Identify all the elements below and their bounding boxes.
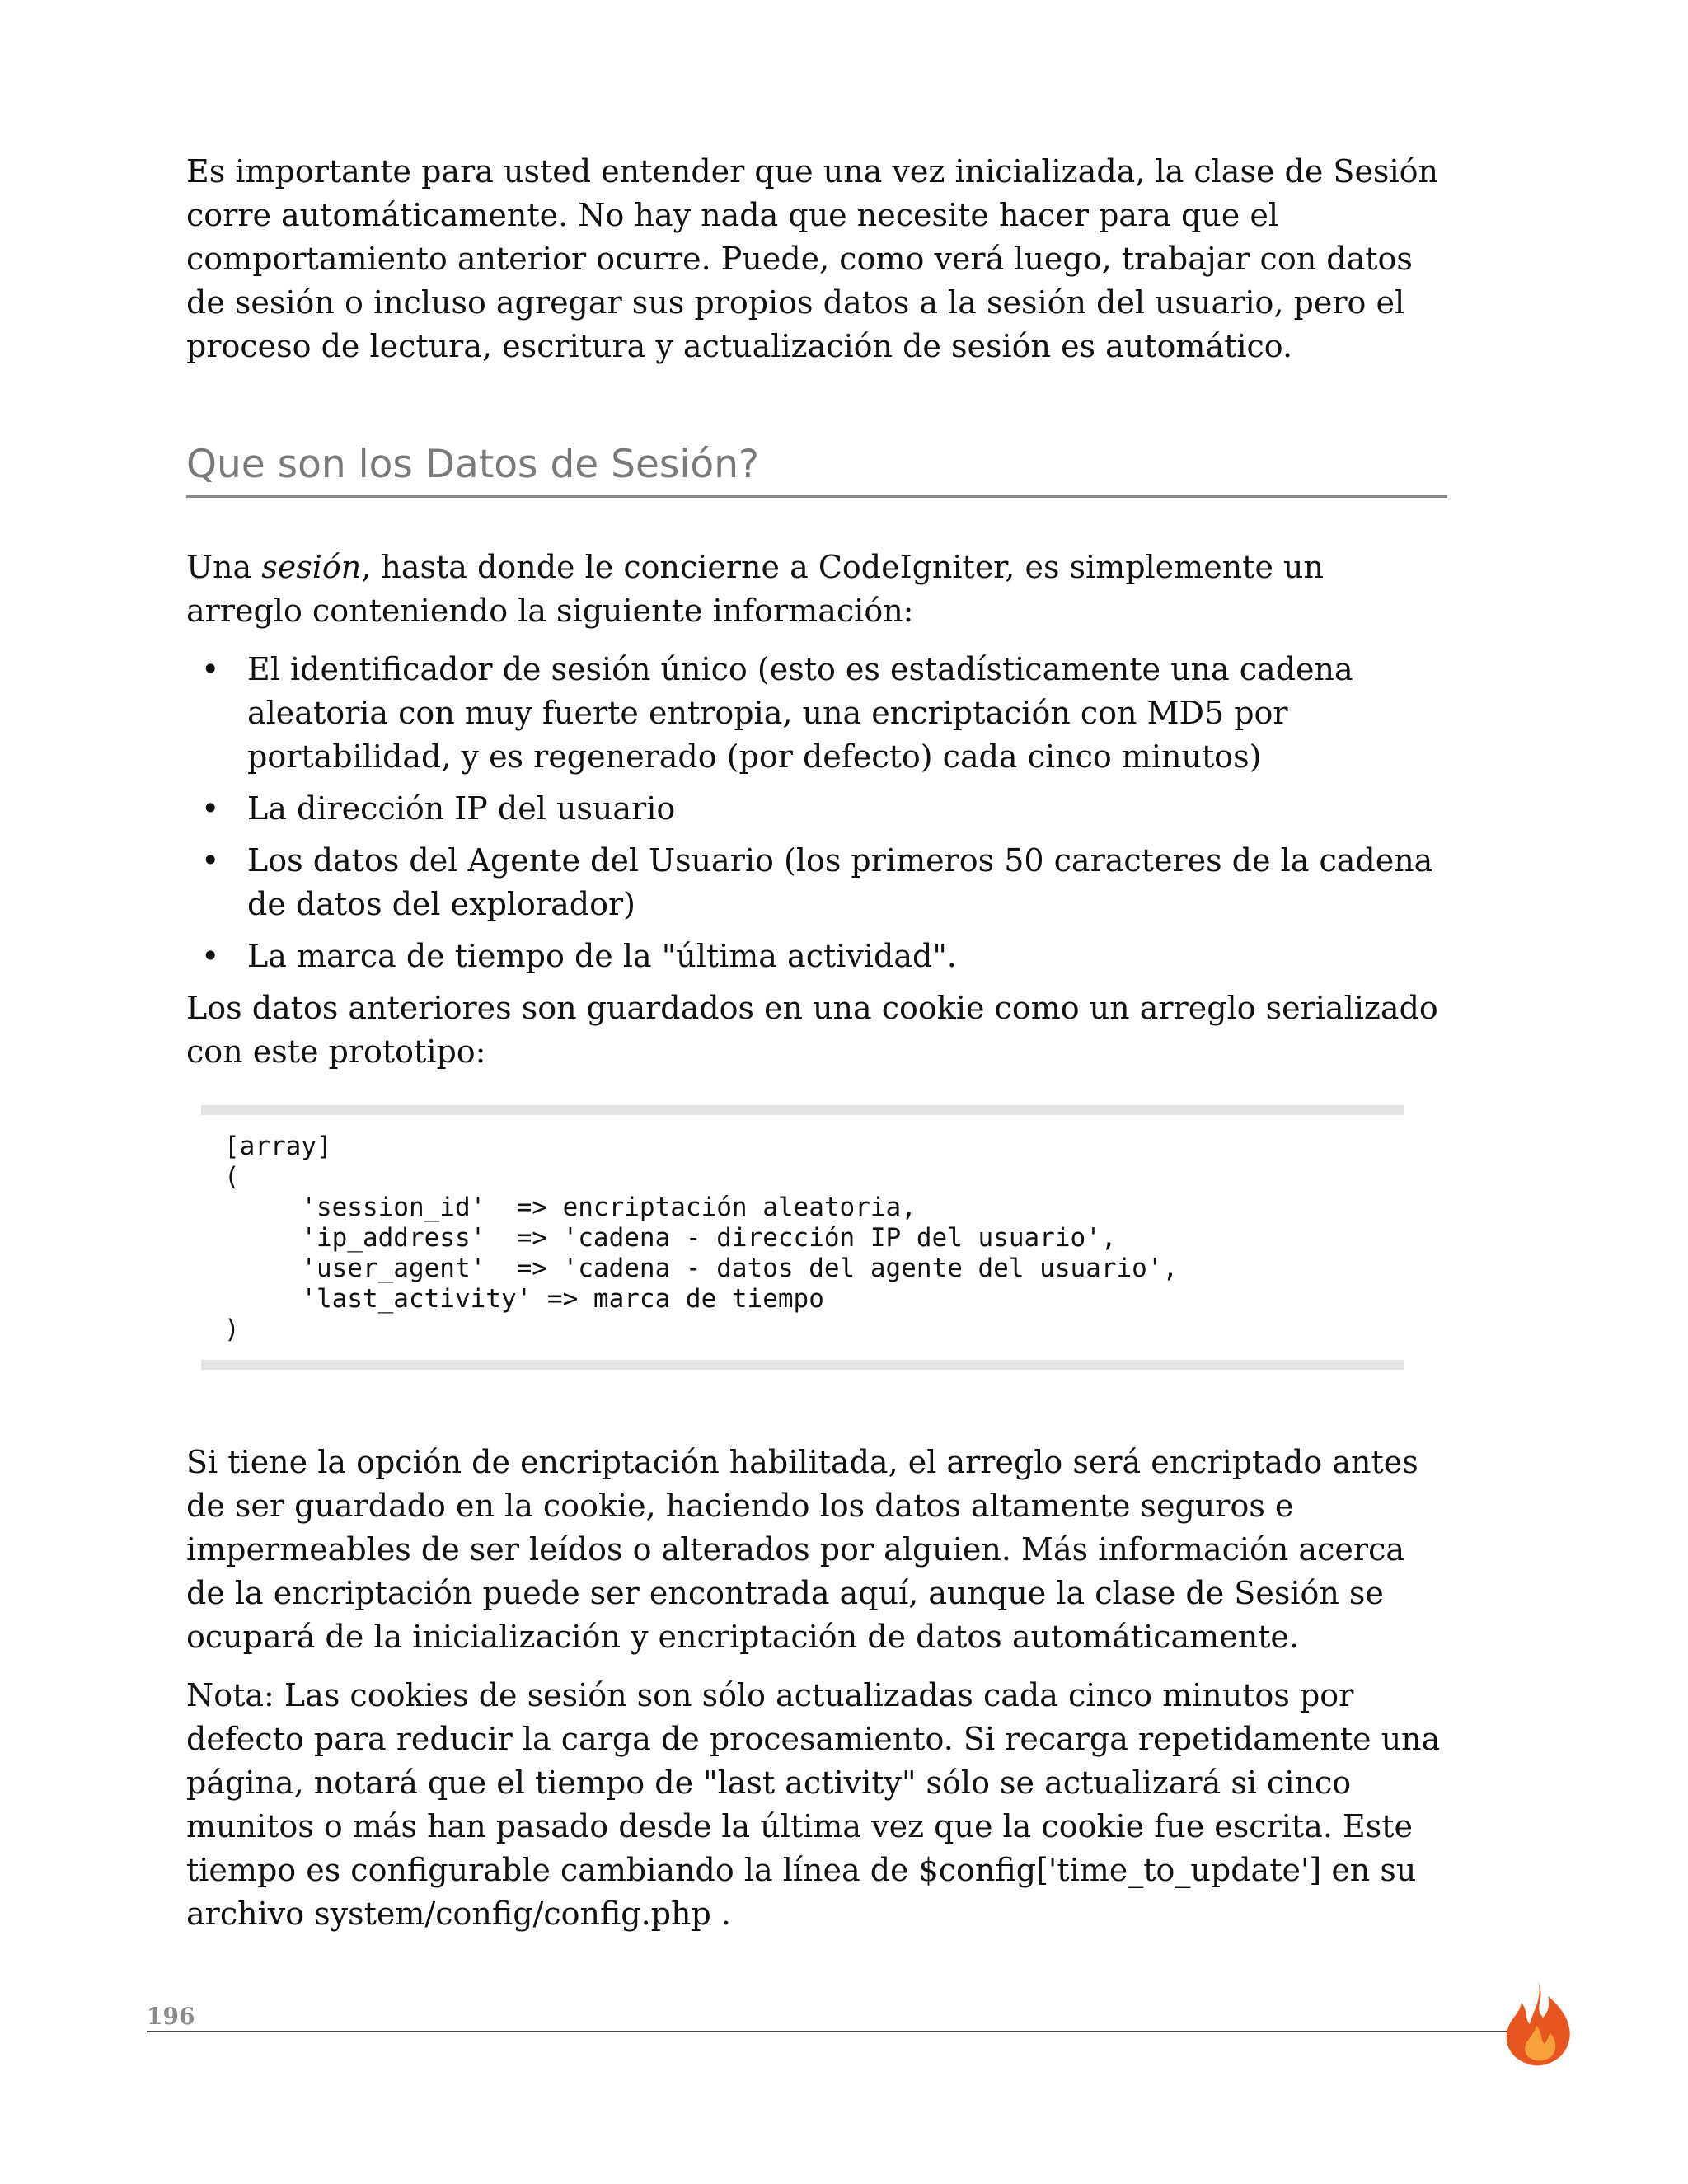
code-line: 'ip_address' => 'cadena - dirección IP del usuario', <box>224 1223 1117 1253</box>
definition-post: , hasta donde le concierne a CodeIgniter, es simplemente un arreglo conteniendo la siguiente información: <box>186 549 1324 629</box>
codeigniter-flame-icon <box>1500 1978 1576 2069</box>
bullet-icon: • <box>201 842 220 879</box>
list-item <box>186 648 1447 779</box>
list-item-text: El identificador de sesión único (esto es estadísticamente una cadena aleatoria con muy fuerte entropia, una encriptación con MD5 por portabilidad, y es regenerado (por defecto) cada cinco minutos) <box>247 651 1353 775</box>
footer-rule <box>147 2031 1507 2032</box>
note-paragraph: Nota: Las cookies de sesión son sólo actualizadas cada cinco minutos por defecto para reducir la carga de procesamiento. Si recarga repetidamente una página, notará que el tiempo de "last activity" sólo se actualizará si cinco munitos o más han pasado desde la última vez que la cookie fue escrita. Este tiempo es configurable cambiando la línea de $config['time_to_update'] en su archivo system/config/config.php . <box>186 1677 1441 1932</box>
bullet-icon: • <box>201 938 220 974</box>
page-number: 196 <box>147 2003 195 2030</box>
code-line: ( <box>224 1162 240 1192</box>
encryption-paragraph: Si tiene la opción de encriptación habilitada, el arreglo será encriptado antes de ser guardado en la cookie, haciendo los datos altamente seguros e impermeables de ser leídos o alterados por alguien. Más información acerca de la encriptación puede ser encontrada aquí, aunque la clase de Sesión se ocupará de la inicialización y encriptación de datos automáticamente. <box>186 1444 1418 1655</box>
bullet-icon: • <box>201 651 220 687</box>
code-line: 'last_activity' => marca de tiempo <box>224 1284 824 1314</box>
code-block <box>201 1105 1404 1370</box>
list-item-text: La marca de tiempo de la "última actividad". <box>247 938 957 974</box>
definition-pre: Una <box>186 549 262 585</box>
list-item <box>186 935 1447 978</box>
list-item-text: Los datos del Agente del Usuario (los primeros 50 caracteres de la cadena de datos del explorador) <box>247 842 1433 922</box>
list-item <box>186 787 1447 831</box>
definition-em: sesión <box>261 549 362 585</box>
code-line: [array] <box>224 1132 332 1161</box>
stored-paragraph: Los datos anteriores son guardados en una cookie como un arreglo serializado con este prototipo: <box>186 990 1438 1070</box>
section-heading: Que son los Datos de Sesión? <box>186 439 1447 498</box>
code-line: ) <box>224 1315 240 1344</box>
list-item <box>186 839 1447 926</box>
page-content <box>186 150 1447 1936</box>
session-data-list <box>186 648 1447 978</box>
bullet-icon: • <box>201 790 220 827</box>
code-line: 'session_id' => encriptación aleatoria, <box>224 1193 917 1222</box>
code-line: 'user_agent' => 'cadena - datos del agente del usuario', <box>224 1254 1179 1283</box>
definition-paragraph <box>186 546 1447 633</box>
list-item-text: La dirección IP del usuario <box>247 790 676 827</box>
intro-paragraph: Es importante para usted entender que una vez inicializada, la clase de Sesión corre automáticamente. No hay nada que necesite hacer para que el comportamiento anterior ocurre. Puede, como verá luego, trabajar con datos de sesión o incluso agregar sus propios datos a la sesión del usuario, pero el proceso de lectura, escritura y actualización de sesión es automático. <box>186 153 1438 364</box>
